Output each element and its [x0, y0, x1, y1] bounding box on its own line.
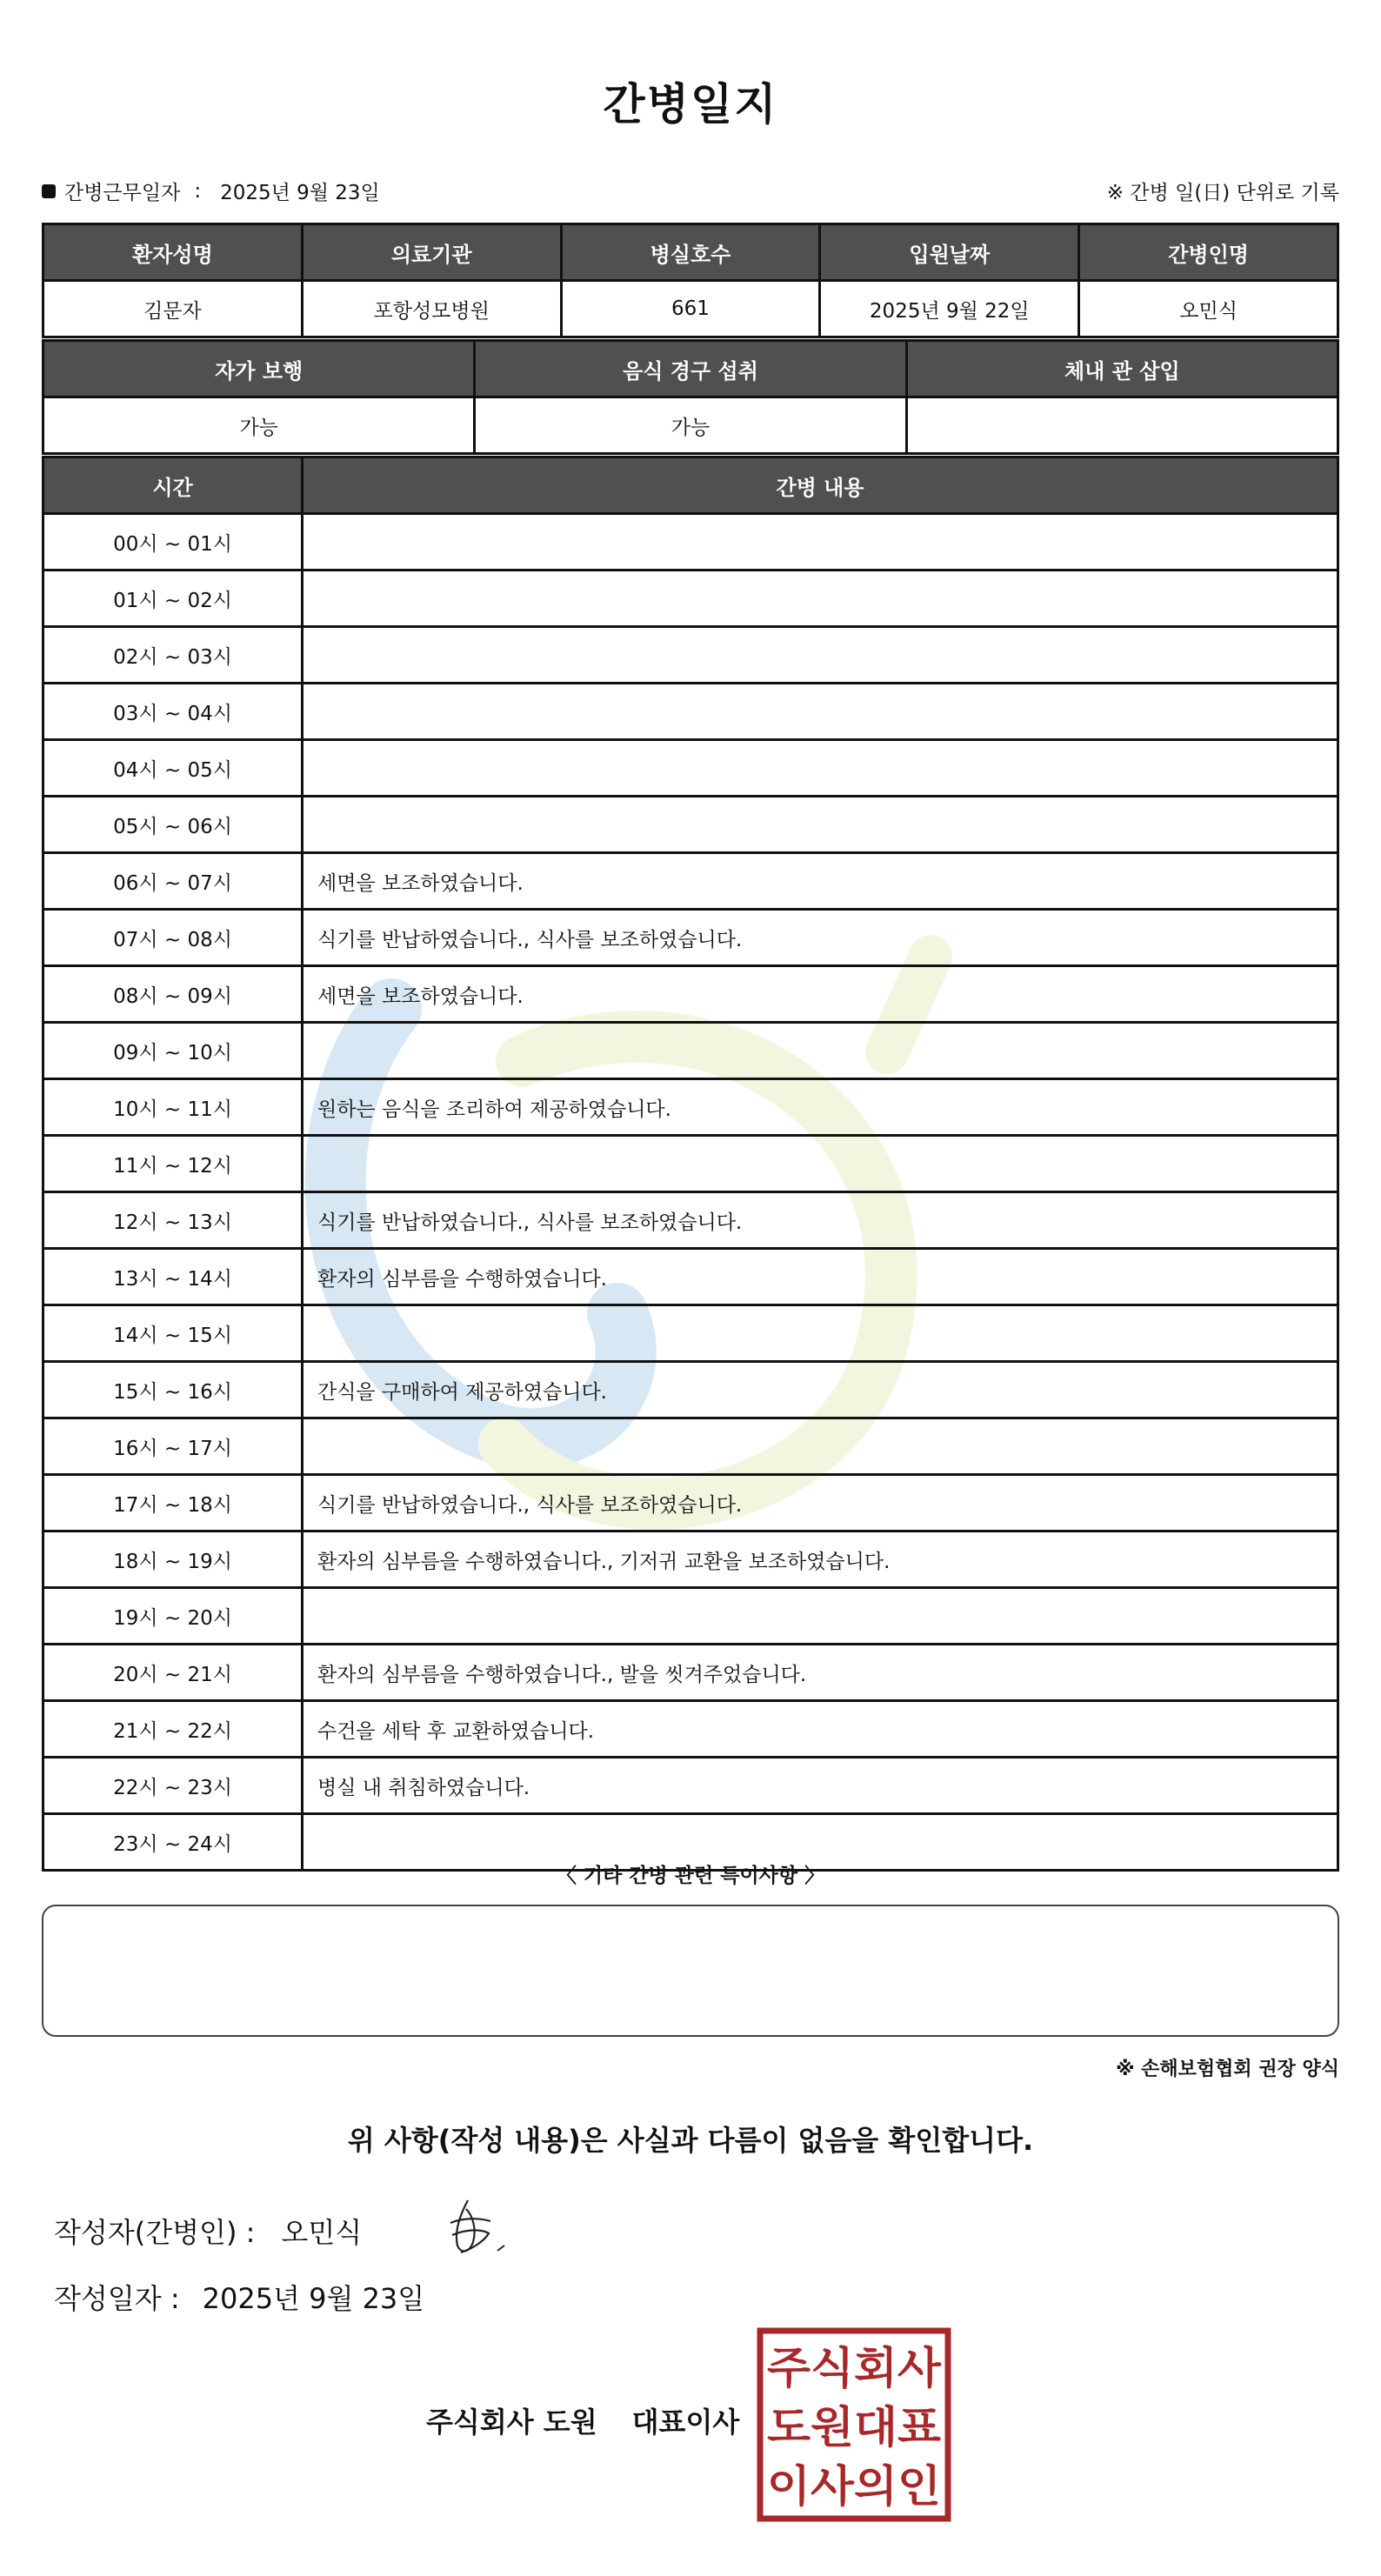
- care-log-time: 16시 ~ 17시: [43, 1418, 303, 1475]
- care-log-time: 01시 ~ 02시: [43, 571, 303, 627]
- work-date-label: 간병근무일자: [64, 182, 181, 204]
- care-log-time: 18시 ~ 19시: [43, 1532, 303, 1588]
- care-log-row: [43, 1588, 1338, 1645]
- care-log-row: [43, 1701, 1338, 1758]
- care-log-row: [43, 514, 1338, 571]
- care-log-content: [303, 740, 1338, 797]
- care-log-row: [43, 571, 1338, 627]
- care-log-content: [303, 1305, 1338, 1362]
- care-log-time: 03시 ~ 04시: [43, 684, 303, 740]
- care-log-content: [303, 1588, 1338, 1645]
- company-representative: 대표이사: [631, 2406, 740, 2439]
- work-date-value: 2025년 9월 23일: [220, 182, 380, 204]
- care-log-content: 환자의 심부름을 수행하였습니다., 기저귀 교환을 보조하였습니다.: [303, 1532, 1338, 1588]
- writer-name: 오민식: [281, 2216, 363, 2249]
- care-log-time: 02시 ~ 03시: [43, 627, 303, 684]
- care-log-content: [303, 797, 1338, 853]
- seal-text-line: 이사의인: [767, 2461, 941, 2512]
- care-log-time: 09시 ~ 10시: [43, 1023, 303, 1079]
- work-date-group: [42, 177, 380, 205]
- care-log-time: 17시 ~ 18시: [43, 1475, 303, 1532]
- care-log-time: 14시 ~ 15시: [43, 1305, 303, 1362]
- hospital-value: 포항성모병원: [302, 281, 561, 337]
- care-log-row: [43, 1475, 1338, 1532]
- care-log-content: [303, 1136, 1338, 1192]
- care-log-row: [43, 797, 1338, 853]
- care-log-time: 22시 ~ 23시: [43, 1758, 303, 1814]
- care-log-content: [303, 1023, 1338, 1079]
- tube-insertion-header: 체내 관 삽입: [906, 341, 1338, 397]
- care-log-row: [43, 966, 1338, 1023]
- admission-date-header: 입원날짜: [820, 224, 1079, 281]
- care-log-row: [43, 1079, 1338, 1136]
- written-date-line: [54, 2277, 424, 2317]
- care-log-content: [303, 684, 1338, 740]
- patient-status-table: [42, 339, 1339, 455]
- care-log-row: [43, 1758, 1338, 1814]
- care-log-time: 20시 ~ 21시: [43, 1645, 303, 1701]
- written-date-value: 2025년 9월 23일: [202, 2282, 425, 2315]
- care-log-time: 21시 ~ 22시: [43, 1701, 303, 1758]
- care-log-time: 15시 ~ 16시: [43, 1362, 303, 1418]
- time-header: 시간: [43, 457, 303, 514]
- writer-label: 작성자(간병인) :: [54, 2216, 256, 2249]
- care-content-header: 간병 내용: [303, 457, 1338, 514]
- care-log-time: 06시 ~ 07시: [43, 853, 303, 910]
- care-log-content: 식기를 반납하였습니다., 식사를 보조하였습니다.: [303, 1475, 1338, 1532]
- care-log-row: [43, 853, 1338, 910]
- care-log-content: 수건을 세탁 후 교환하였습니다.: [303, 1701, 1338, 1758]
- walking-value: 가능: [43, 397, 475, 454]
- care-log-content: 환자의 심부름을 수행하였습니다.: [303, 1249, 1338, 1305]
- room-number-value: 661: [561, 281, 820, 337]
- seal-text-line: 주식회사: [767, 2343, 942, 2393]
- care-log-row: [43, 1136, 1338, 1192]
- care-log-row: [43, 1305, 1338, 1362]
- care-log-time: 10시 ~ 11시: [43, 1079, 303, 1136]
- tube-insertion-value: [906, 397, 1338, 454]
- care-log-content: 환자의 심부름을 수행하였습니다., 발을 씻겨주었습니다.: [303, 1645, 1338, 1701]
- square-bullet-icon: [42, 184, 56, 198]
- oral-intake-value: 가능: [475, 397, 906, 454]
- care-log-time: 00시 ~ 01시: [43, 514, 303, 571]
- care-log-content: 세면을 보조하였습니다.: [303, 966, 1338, 1023]
- care-log-time: 07시 ~ 08시: [43, 910, 303, 966]
- caregiver-name-value: 오민식: [1079, 281, 1338, 337]
- care-log-time: 19시 ~ 20시: [43, 1588, 303, 1645]
- care-log-content: 세면을 보조하였습니다.: [303, 853, 1338, 910]
- company-name: 주식회사 도원: [426, 2406, 597, 2439]
- care-log-content: [303, 1418, 1338, 1475]
- handwritten-signature: [435, 2192, 522, 2261]
- care-log-time: 12시 ~ 13시: [43, 1192, 303, 1249]
- care-log-content: [303, 514, 1338, 571]
- care-log-content: [303, 571, 1338, 627]
- care-log-content: [303, 627, 1338, 684]
- care-log-content: 식기를 반납하였습니다., 식사를 보조하였습니다.: [303, 910, 1338, 966]
- care-log-time: 13시 ~ 14시: [43, 1249, 303, 1305]
- care-log-time: 05시 ~ 06시: [43, 797, 303, 853]
- care-log-row: [43, 1532, 1338, 1588]
- room-number-header: 병실호수: [561, 224, 820, 281]
- care-log-row: [43, 740, 1338, 797]
- care-log-body: [43, 514, 1338, 1871]
- seal-text-line: 도원대표: [767, 2402, 942, 2453]
- care-log-time: 04시 ~ 05시: [43, 740, 303, 797]
- page-title: 간병일지: [603, 79, 778, 130]
- care-log-time: 08시 ~ 09시: [43, 966, 303, 1023]
- walking-header: 자가 보행: [43, 341, 475, 397]
- care-log-content: 식기를 반납하였습니다., 식사를 보조하였습니다.: [303, 1192, 1338, 1249]
- oral-intake-header: 음식 경구 섭취: [475, 341, 906, 397]
- care-log-row: [43, 1249, 1338, 1305]
- care-log-time: 23시 ~ 24시: [43, 1814, 303, 1871]
- writer-line: [54, 2211, 362, 2251]
- care-log-time: 11시 ~ 12시: [43, 1136, 303, 1192]
- caregiver-name-header: 간병인명: [1079, 224, 1338, 281]
- patient-info-table: [42, 223, 1339, 338]
- patient-name-value: 김문자: [43, 281, 303, 337]
- care-log-row: [43, 627, 1338, 684]
- care-log-row: [43, 1192, 1338, 1249]
- care-log-row: [43, 684, 1338, 740]
- care-log-content: 원하는 음식을 조리하여 제공하였습니다.: [303, 1079, 1338, 1136]
- care-log-row: [43, 1418, 1338, 1475]
- care-log-row: [43, 1645, 1338, 1701]
- special-notes-title: 〈 기타 간병 관련 특이사항 〉: [556, 1865, 825, 1887]
- admission-date-value: 2025년 9월 22일: [820, 281, 1079, 337]
- work-date-colon: :: [194, 179, 202, 203]
- unit-note: ※ 간병 일(日) 단위로 기록: [1106, 182, 1339, 204]
- hospital-header: 의료기관: [302, 224, 561, 281]
- confirmation-statement: 위 사항(작성 내용)은 사실과 다름이 없음을 확인합니다.: [347, 2124, 1034, 2157]
- work-date-line: [42, 177, 1339, 211]
- care-log-row: [43, 910, 1338, 966]
- care-log-row: [43, 1362, 1338, 1418]
- recommendation-note: ※ 손해보험협회 권장 양식: [1116, 2059, 1339, 2080]
- company-line: [426, 2400, 739, 2440]
- care-log-content: 병실 내 취침하였습니다.: [303, 1758, 1338, 1814]
- special-notes-box: [42, 1905, 1339, 2037]
- company-seal-stamp: [757, 2327, 951, 2522]
- care-log-content: 간식을 구매하여 제공하였습니다.: [303, 1362, 1338, 1418]
- care-log-row: [43, 1023, 1338, 1079]
- care-log-table: [42, 456, 1339, 1872]
- patient-name-header: 환자성명: [43, 224, 303, 281]
- written-date-label: 작성일자 :: [54, 2282, 180, 2315]
